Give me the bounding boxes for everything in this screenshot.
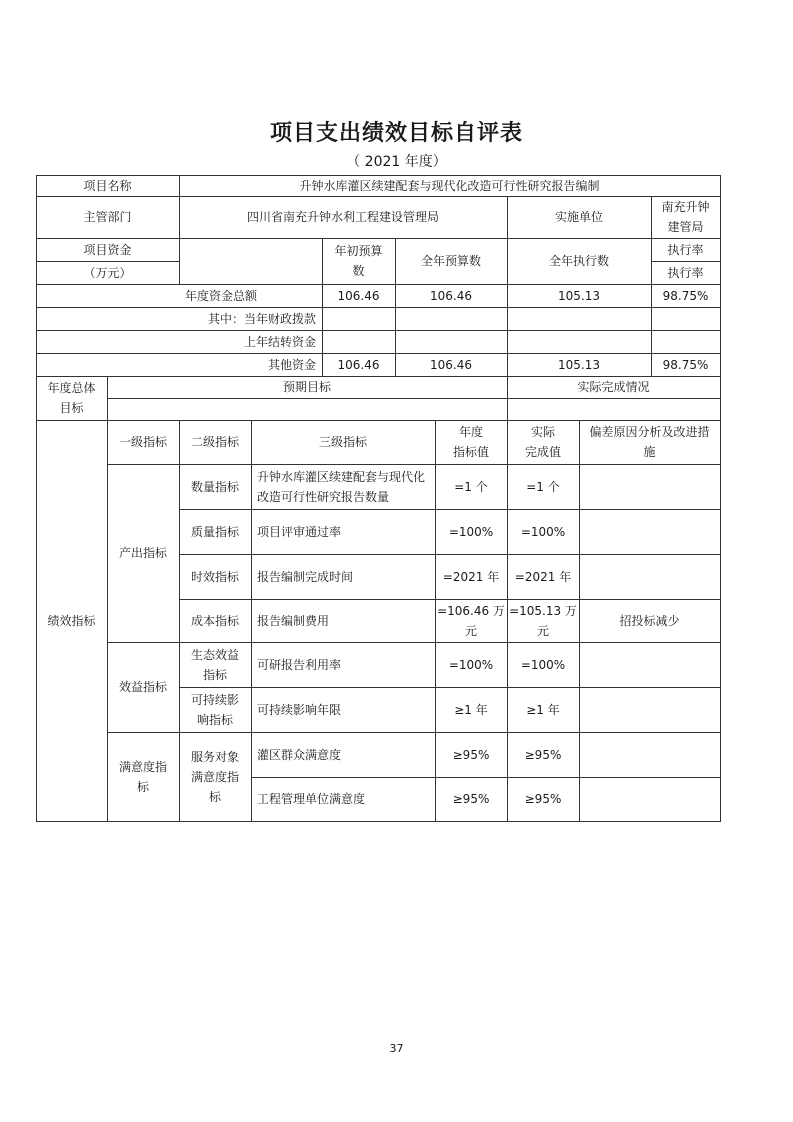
indicator-level2: 时效指标 <box>190 569 239 584</box>
funds-row-initial <box>322 307 395 330</box>
funds-row-label: 其他资金 <box>267 357 316 372</box>
table-rule <box>507 376 508 420</box>
indicator-level2: 服务对象 满意度指 标 <box>190 749 239 804</box>
table-rule <box>251 420 252 822</box>
indicator-level3: 升钟水库灌区续建配套与现代化 改造可行性研究报告数量 <box>257 469 426 504</box>
indicator-actual: =2021 年 <box>514 569 572 584</box>
table-rule <box>36 261 179 262</box>
funds-row-rate <box>651 307 720 330</box>
perf-header-level3: 三级指标 <box>318 435 367 449</box>
table-rule <box>107 398 721 399</box>
indicator-level3: 项目评审通过率 <box>257 524 342 539</box>
table-rule <box>36 284 721 285</box>
table-rule <box>579 420 580 822</box>
perf-header-reason: 偏差原因分析及改进措 施 <box>589 425 710 459</box>
indicator-actual: =100% <box>520 657 566 672</box>
indicator-target: =106.46 万 元 <box>437 603 505 638</box>
benefit-indicator-label: 效益指标 <box>118 680 167 694</box>
indicator-target: =2021 年 <box>442 569 500 584</box>
indicator-level2: 成本指标 <box>190 613 239 628</box>
table-rule <box>179 175 180 285</box>
table-border <box>36 175 37 822</box>
funds-row-annual: 106.46 <box>430 357 472 372</box>
funds-row-initial <box>322 330 395 353</box>
impl-value: 南充升钟 建管局 <box>661 200 710 234</box>
indicator-level2: 质量指标 <box>190 524 239 539</box>
funds-row-exec <box>507 330 651 353</box>
table-rule <box>251 777 721 778</box>
impl-label: 实施单位 <box>554 210 603 224</box>
table-rule <box>107 376 108 822</box>
funds-row-label: 上年结转资金 <box>243 334 316 349</box>
table-rule <box>651 261 721 262</box>
indicator-level2: 数量指标 <box>190 479 239 494</box>
funds-row-label: 年度资金总额 <box>185 288 258 303</box>
funds-row-annual <box>395 307 507 330</box>
perf-header-level1: 一级指标 <box>118 435 167 449</box>
indicator-reason <box>579 464 720 509</box>
indicator-actual: ≥95% <box>524 747 562 762</box>
col-exec-rate-2: 执行率 <box>667 265 704 280</box>
table-border <box>720 175 721 822</box>
indicator-reason <box>579 777 720 821</box>
table-rule <box>322 238 323 377</box>
indicator-target: ≥95% <box>452 747 490 762</box>
funds-row-rate: 98.75% <box>662 357 709 372</box>
table-rule <box>179 420 180 822</box>
table-rule <box>651 196 652 377</box>
indicator-target: =100% <box>448 524 494 539</box>
perf-header-level2: 二级指标 <box>190 435 239 449</box>
table-rule <box>107 642 721 643</box>
table-rule <box>395 238 396 377</box>
dept-value: 四川省南充升钟水利工程建设管理局 <box>246 210 439 224</box>
indicator-level3: 报告编制完成时间 <box>257 569 354 584</box>
table-rule <box>507 420 508 822</box>
indicator-level3: 可研报告利用率 <box>257 657 342 672</box>
indicator-target: =100% <box>448 657 494 672</box>
col-initial-budget: 年初预算 数 <box>334 244 383 278</box>
indicator-actual: ≥95% <box>524 792 562 806</box>
funds-row-exec <box>507 307 651 330</box>
goal-expected-value <box>107 398 507 420</box>
funds-row-initial: 106.46 <box>337 357 380 372</box>
project-name-label: 项目名称 <box>83 178 132 193</box>
indicator-reason <box>579 509 720 554</box>
table-rule <box>107 732 721 733</box>
table-rule <box>179 554 721 555</box>
funds-row-initial: 106.46 <box>337 288 380 303</box>
table-rule <box>36 196 721 197</box>
indicator-actual: =1 个 <box>526 479 560 494</box>
perf-label: 绩效指标 <box>47 613 96 628</box>
year-text: （ 2021 年度） <box>346 154 447 170</box>
col-exec-rate: 执行率 <box>667 242 704 257</box>
indicator-target: ≥95% <box>452 792 490 806</box>
indicator-actual: =100% <box>520 524 566 539</box>
indicator-reason <box>579 642 720 687</box>
funds-row-label: 其中：当年财政拨款 <box>207 311 316 326</box>
indicator-target: ≥1 年 <box>454 702 488 717</box>
indicator-actual: ≥1 年 <box>526 702 560 717</box>
perf-header-actual: 实际 完成值 <box>524 425 561 459</box>
funds-label: 项目资金 <box>83 242 132 257</box>
funds-row-rate: 98.75% <box>662 288 709 303</box>
indicator-level2: 生态效益 指标 <box>190 647 239 682</box>
table-rule <box>36 420 721 421</box>
dept-label: 主管部门 <box>83 210 132 224</box>
indicator-level3: 报告编制费用 <box>257 613 330 628</box>
indicator-reason <box>579 687 720 732</box>
goal-actual-value <box>507 398 720 420</box>
page-title: 项目支出绩效目标自评表 <box>269 121 523 146</box>
perf-header-target: 年度 指标值 <box>452 425 489 459</box>
funds-row-annual: 106.46 <box>430 288 472 303</box>
table-rule <box>36 330 721 331</box>
col-annual-exec: 全年执行数 <box>548 254 609 268</box>
table-rule <box>179 687 721 688</box>
table-rule <box>107 464 721 465</box>
table-rule <box>435 420 436 822</box>
table-rule <box>36 376 721 377</box>
table-border <box>36 175 721 176</box>
indicator-level3: 可持续影响年限 <box>257 702 342 717</box>
table-rule <box>507 196 508 377</box>
satisfaction-indicator-label: 满意度指 标 <box>118 759 167 794</box>
indicator-level3: 工程管理单位满意度 <box>257 792 366 806</box>
indicator-reason <box>579 554 720 599</box>
table-rule <box>36 353 721 354</box>
table-rule <box>179 509 721 510</box>
funds-row-exec: 105.13 <box>558 357 600 372</box>
table-rule <box>36 307 721 308</box>
indicator-level3: 灌区群众满意度 <box>257 747 342 762</box>
indicator-target: =1 个 <box>454 479 488 494</box>
year-line <box>0 151 793 171</box>
table-rule <box>179 599 721 600</box>
col-annual-budget: 全年预算数 <box>420 254 481 268</box>
goal-actual-header: 实际完成情况 <box>577 380 650 394</box>
indicator-reason: 招投标减少 <box>619 613 680 628</box>
funds-row-annual <box>395 330 507 353</box>
indicator-level2: 可持续影 响指标 <box>190 692 239 727</box>
table-rule <box>36 238 721 239</box>
funds-unit: （万元） <box>83 265 132 280</box>
output-indicator-label: 产出指标 <box>118 546 167 560</box>
indicator-reason <box>579 732 720 777</box>
page-number: 37 <box>389 1042 404 1055</box>
indicator-actual: =105.13 万 元 <box>509 603 577 638</box>
goal-label: 年度总体 目标 <box>47 381 96 415</box>
table-border <box>36 821 721 822</box>
funds-row-exec: 105.13 <box>558 288 600 303</box>
goal-expected-header: 预期目标 <box>282 380 331 394</box>
funds-row-rate <box>651 330 720 353</box>
project-name-value: 升钟水库灌区续建配套与现代化改造可行性研究报告编制 <box>299 178 600 193</box>
